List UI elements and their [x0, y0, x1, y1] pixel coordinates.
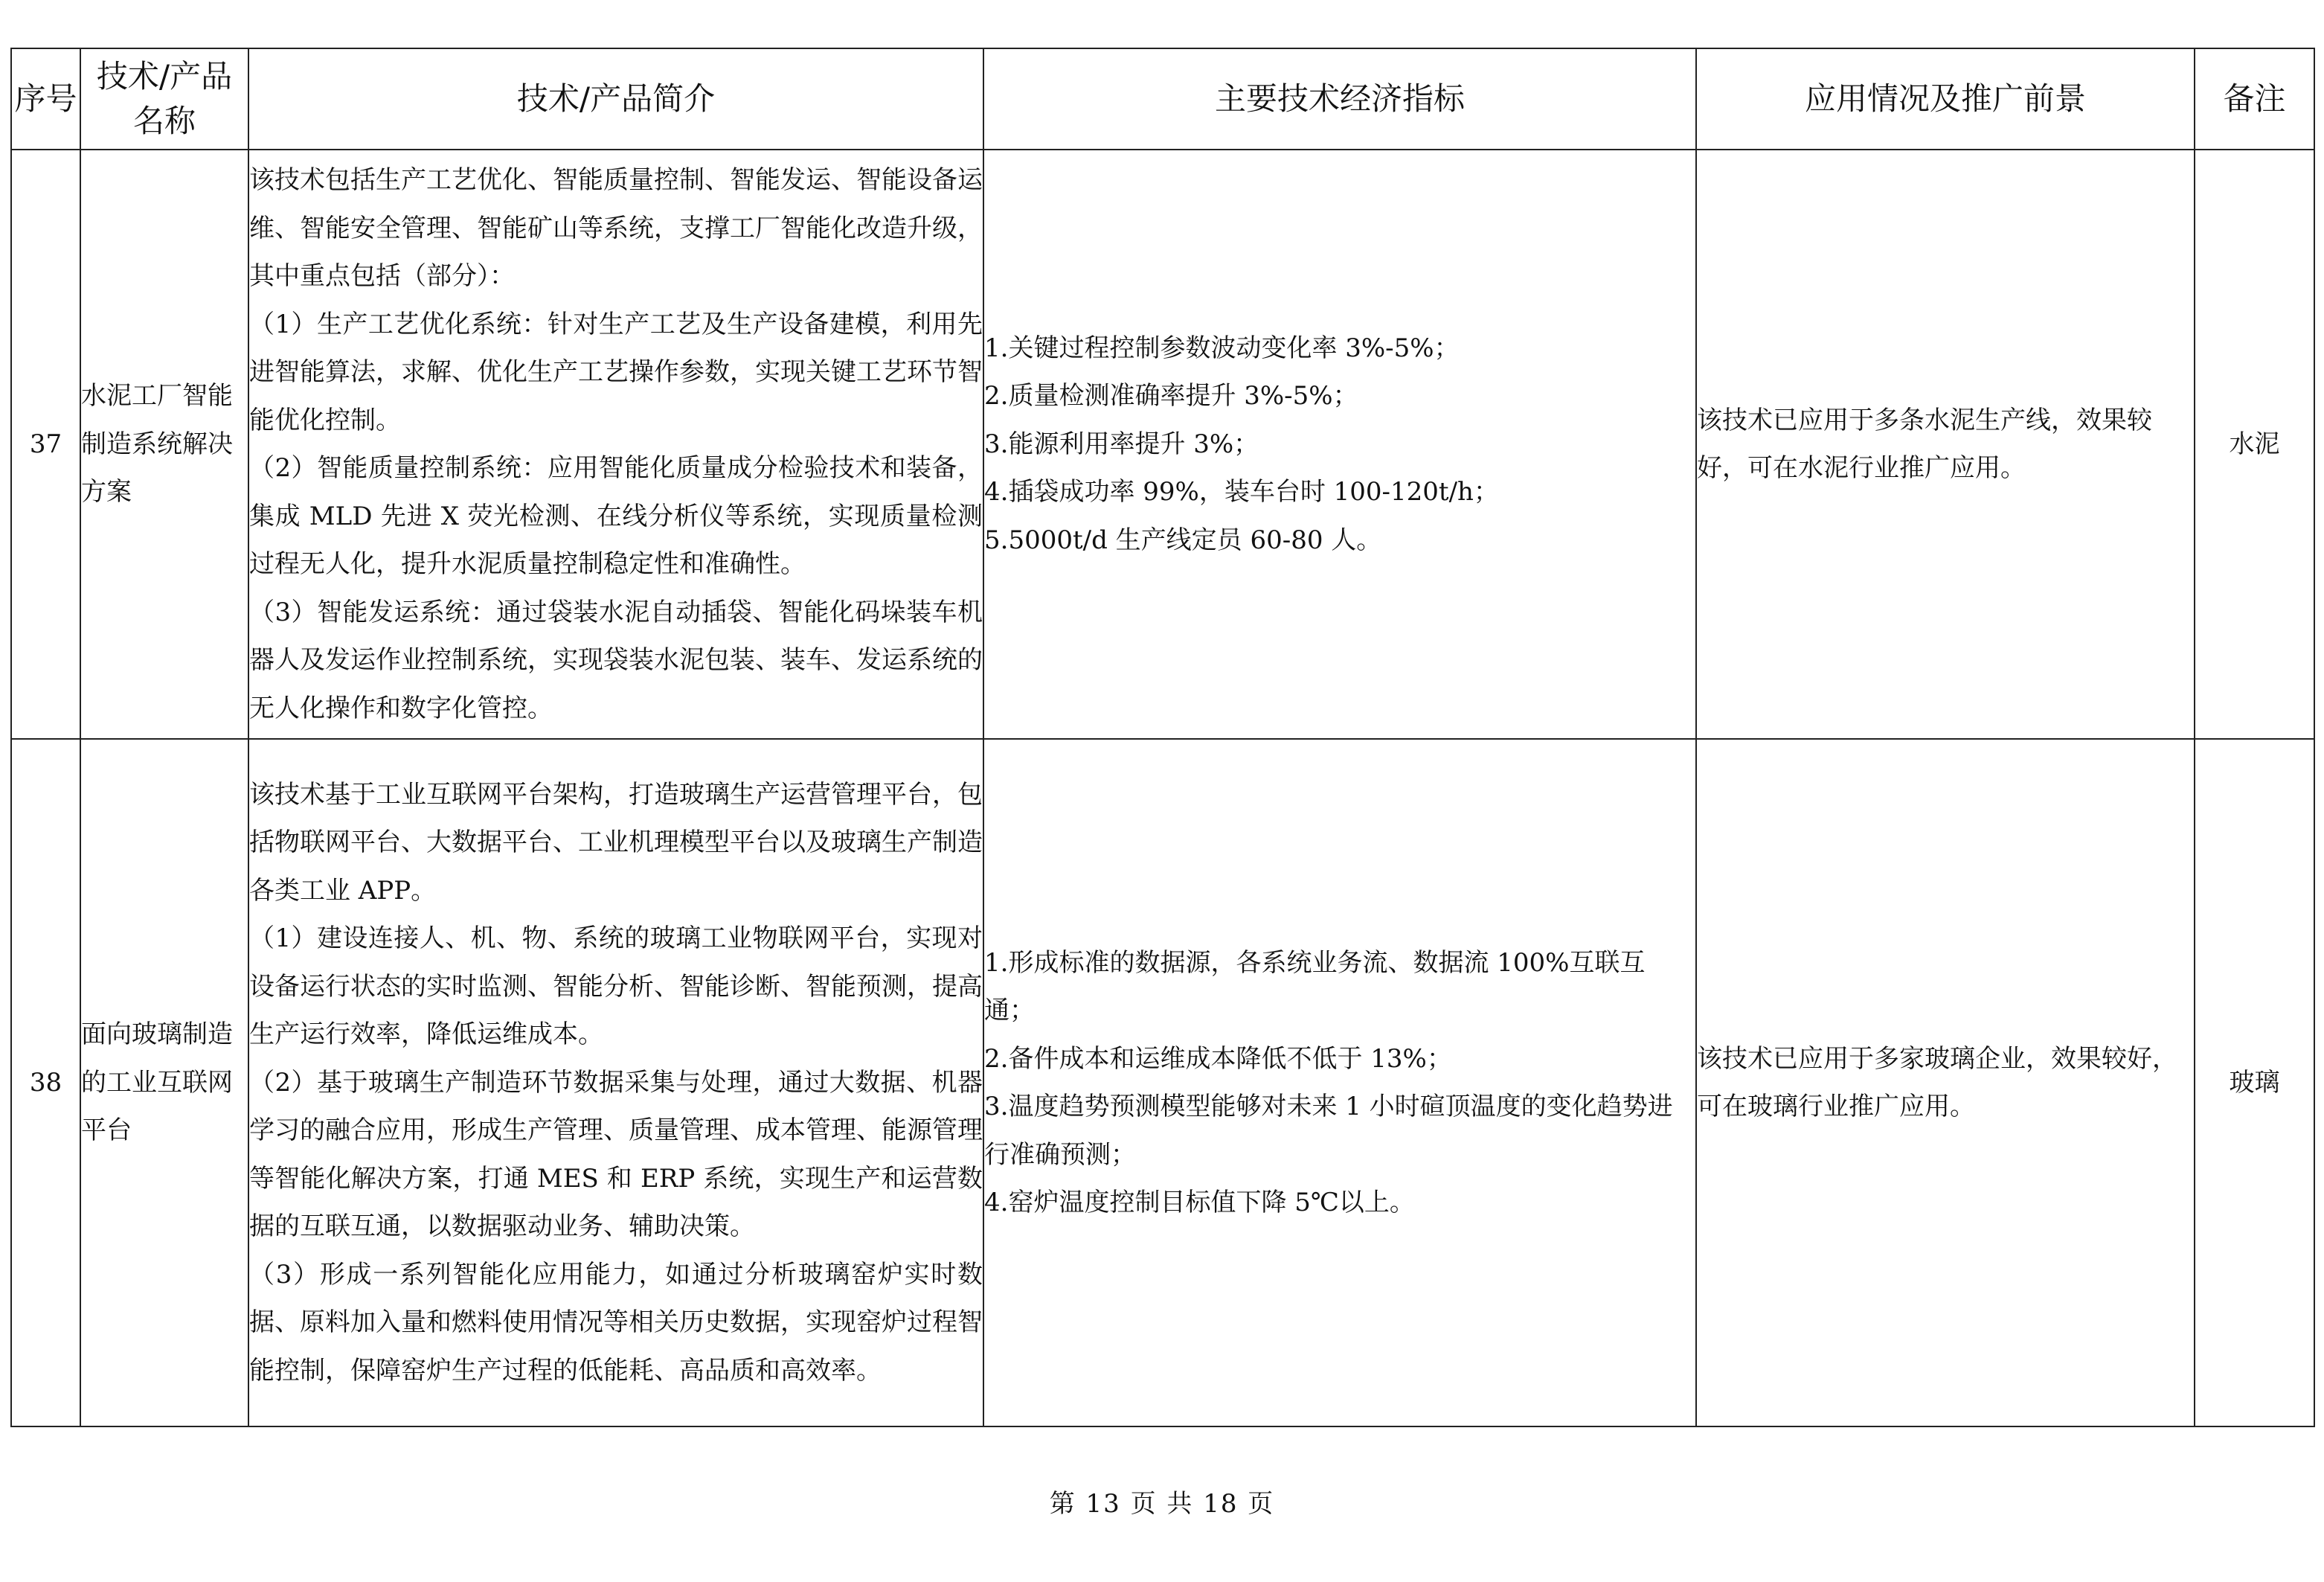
row-serial-number: 38	[11, 739, 80, 1426]
indicator-item: 3.能源利用率提升 3%；	[984, 429, 1259, 459]
description-paragraph: （2）智能质量控制系统：应用智能化质量成分检验技术和装备，集成 MLD 先进 X 荧光检测、在线分析仪等系统，实现质量检测过程无人化，提升水泥质量控制稳定性和准确性。	[249, 453, 983, 579]
header-product-name: 技术/产品名称	[80, 48, 248, 150]
header-product-description: 技术/产品简介	[248, 48, 983, 150]
description-paragraph: （1）生产工艺优化系统：针对生产工艺及生产设备建模，利用先进智能算法，求解、优化生产工艺操作参数，实现关键工艺环节智能优化控制。	[249, 309, 983, 435]
header-remarks: 备注	[2195, 48, 2314, 150]
indicator-item: 5.5000t/d 生产线定员 60-80 人。	[984, 525, 1382, 555]
row-application: 该技术已应用于多条水泥生产线，效果较好，可在水泥行业推广应用。	[1696, 150, 2195, 739]
header-application-prospects: 应用情况及推广前景	[1696, 48, 2195, 150]
technology-catalog-table	[10, 48, 2315, 1427]
table-header-row	[11, 48, 2314, 150]
description-paragraph: 该技术基于工业互联网平台架构，打造玻璃生产运营管理平台，包括物联网平台、大数据平台、工业机理模型平台以及玻璃生产制造各类工业 APP。	[249, 779, 983, 906]
row-remark: 玻璃	[2195, 739, 2314, 1426]
indicator-item: 1.关键过程控制参数波动变化率 3%-5%；	[984, 333, 1460, 363]
description-paragraph: 该技术包括生产工艺优化、智能质量控制、智能发运、智能设备运维、智能安全管理、智能矿山等系统，支撑工厂智能化改造升级，其中重点包括（部分）：	[249, 165, 983, 291]
row-product-name: 水泥工厂智能制造系统解决方案	[80, 150, 248, 739]
description-paragraph: （3）形成一系列智能化应用能力，如通过分析玻璃窑炉实时数据、原料加入量和燃料使用情况等相关历史数据，实现窑炉过程智能控制，保障窑炉生产过程的低能耗、高品质和高效率。	[249, 1259, 983, 1386]
row-indicators	[983, 739, 1696, 1426]
row-serial-number: 37	[11, 150, 80, 739]
table-row	[11, 150, 2314, 739]
description-paragraph: （1）建设连接人、机、物、系统的玻璃工业物联网平台，实现对设备运行状态的实时监测、智能分析、智能诊断、智能预测，提高生产运行效率，降低运维成本。	[249, 923, 983, 1050]
indicator-item: 4.插袋成功率 99%，装车台时 100-120t/h；	[984, 477, 1499, 507]
indicator-item: 1.形成标准的数据源，各系统业务流、数据流 100%互联互通；	[984, 947, 1646, 1025]
indicator-item: 3.温度趋势预测模型能够对未来 1 小时碹顶温度的变化趋势进行准确预测；	[984, 1092, 1673, 1170]
page-number-footer: 第 13 页 共 18 页	[1049, 1489, 1275, 1519]
indicator-item: 2.备件成本和运维成本降低不低于 13%；	[984, 1043, 1452, 1074]
description-paragraph: （3）智能发运系统：通过袋装水泥自动插袋、智能化码垛装车机器人及发运作业控制系统，实现袋装水泥包装、装车、发运系统的无人化操作和数字化管控。	[249, 597, 983, 723]
row-application: 该技术已应用于多家玻璃企业，效果较好，可在玻璃行业推广应用。	[1696, 739, 2195, 1426]
indicator-item: 2.质量检测准确率提升 3%-5%；	[984, 381, 1358, 411]
header-key-indicators: 主要技术经济指标	[983, 48, 1696, 150]
row-description	[248, 739, 983, 1426]
row-product-name: 面向玻璃制造的工业互联网平台	[80, 739, 248, 1426]
row-remark: 水泥	[2195, 150, 2314, 739]
header-serial-number: 序号	[11, 48, 80, 150]
row-description	[248, 150, 983, 739]
row-indicators	[983, 150, 1696, 739]
description-paragraph: （2）基于玻璃生产制造环节数据采集与处理，通过大数据、机器学习的融合应用，形成生产管理、质量管理、成本管理、能源管理等智能化解决方案，打通 MES 和 ERP 系统，实现生产和运营数据的互联互通，以数据驱动业务、辅助决策。	[249, 1067, 983, 1242]
table-row	[11, 739, 2314, 1426]
indicator-item: 4.窑炉温度控制目标值下降 5℃以上。	[984, 1188, 1415, 1217]
